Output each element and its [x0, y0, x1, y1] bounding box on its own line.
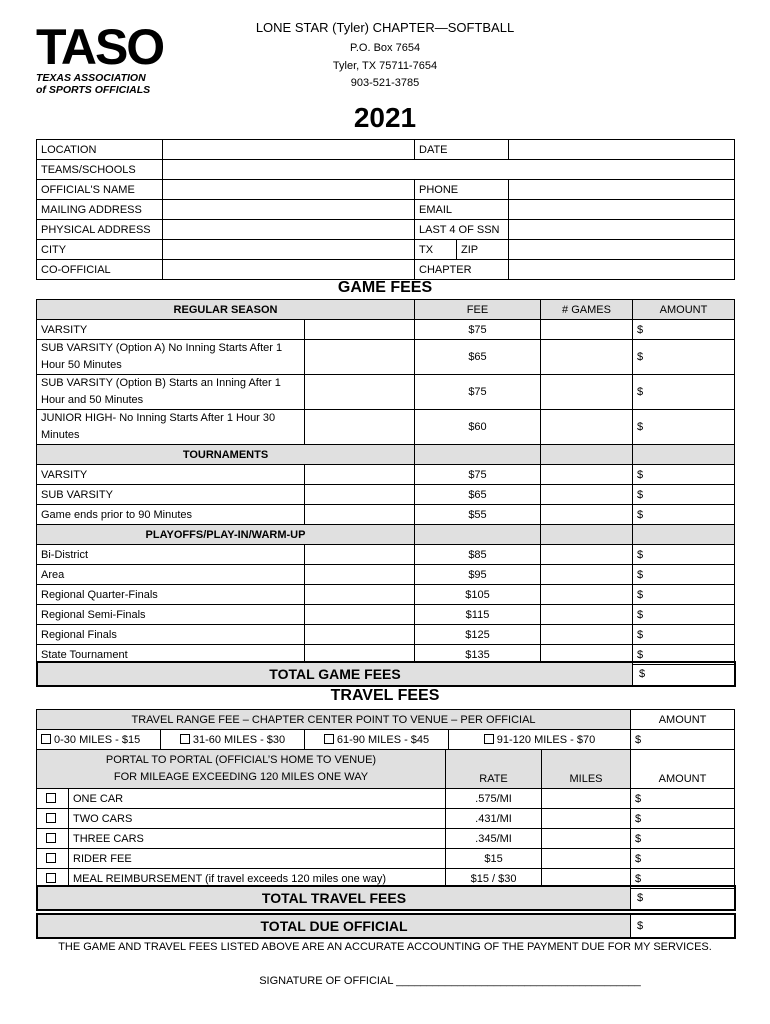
amount-field[interactable]: $: [633, 465, 735, 485]
table-row: [37, 465, 735, 485]
header-blank: [633, 525, 735, 545]
row-fee: $65: [415, 485, 541, 505]
total-due-label: TOTAL DUE OFFICIAL: [38, 915, 630, 937]
row-fee: $55: [415, 505, 541, 525]
checkbox-icon[interactable]: [46, 873, 56, 883]
row-label: VARSITY: [37, 465, 305, 485]
logo-line1: TEXAS ASSOCIATION: [36, 72, 146, 84]
row-rate: $15: [446, 849, 542, 869]
table-row: [37, 809, 735, 829]
games-field[interactable]: [541, 485, 633, 505]
total-travel-fees-label: TOTAL TRAVEL FEES: [38, 887, 630, 909]
row-fee: $75: [415, 465, 541, 485]
row-blank: [305, 465, 415, 485]
header-blank: [415, 445, 541, 465]
physical-field[interactable]: [163, 220, 415, 240]
portal-header: PORTAL TO PORTAL (OFFICIAL’S HOME TO VENUE) FOR MILEAGE EXCEEDING 120 MILES ONE WAY: [37, 750, 446, 789]
row-label: SUB VARSITY (Option B) Starts an Inning After 1 Hour and 50 Minutes: [37, 375, 305, 410]
game-fees-title: GAME FEES: [337, 279, 433, 296]
range-option[interactable]: 91-120 MILES - $70: [449, 730, 631, 750]
header-blank: [541, 525, 633, 545]
row-blank: [305, 410, 415, 445]
row-label: SUB VARSITY: [37, 485, 305, 505]
header-city: Tyler, TX 75711-7654: [332, 60, 438, 72]
row-check[interactable]: [37, 849, 69, 869]
table-row: [37, 565, 735, 585]
row-blank: [305, 565, 415, 585]
row-rate: .575/MI: [446, 789, 542, 809]
row-fee: $85: [415, 545, 541, 565]
table-row: [37, 585, 735, 605]
row-check[interactable]: [37, 809, 69, 829]
amount-field[interactable]: $: [631, 809, 735, 829]
table-row: [37, 605, 735, 625]
total-game-fees-label: TOTAL GAME FEES: [38, 663, 632, 685]
table-row: [37, 789, 735, 809]
header-blank: [541, 445, 633, 465]
row-blank: [305, 605, 415, 625]
miles-field[interactable]: [542, 849, 631, 869]
range-amount-field[interactable]: $: [631, 730, 735, 750]
ssn-label: LAST 4 OF SSN: [415, 220, 509, 240]
checkbox-icon[interactable]: [46, 793, 56, 803]
amount-field[interactable]: $: [631, 849, 735, 869]
row-fee: $125: [415, 625, 541, 645]
row-blank: [305, 320, 415, 340]
fee-header: FEE: [415, 300, 541, 320]
zip-label: ZIP: [457, 240, 509, 260]
date-label: DATE: [415, 140, 509, 160]
coofficial-field[interactable]: [163, 260, 415, 280]
email-label: EMAIL: [415, 200, 509, 220]
games-field[interactable]: [541, 320, 633, 340]
table-row: [37, 485, 735, 505]
games-field[interactable]: [541, 465, 633, 485]
teams-field[interactable]: [163, 160, 735, 180]
games-field[interactable]: [541, 340, 633, 375]
year: 2021: [353, 102, 417, 133]
table-row: [37, 829, 735, 849]
coofficial-label: CO-OFFICIAL: [37, 260, 163, 280]
games-field[interactable]: [541, 605, 633, 625]
total-travel-fees-field[interactable]: $: [630, 887, 735, 909]
table-row: [37, 410, 735, 445]
row-fee: $95: [415, 565, 541, 585]
row-fee: $60: [415, 410, 541, 445]
ssn-field[interactable]: [509, 220, 735, 240]
total-due: [36, 913, 736, 939]
row-label: Regional Semi-Finals: [37, 605, 305, 625]
tournaments-header: TOURNAMENTS: [37, 445, 415, 465]
row-blank: [305, 545, 415, 565]
amount-field[interactable]: $: [633, 340, 735, 375]
row-check[interactable]: [37, 829, 69, 849]
miles-field[interactable]: [542, 789, 631, 809]
teams-label: TEAMS/SCHOOLS: [37, 160, 163, 180]
row-fee: $65: [415, 340, 541, 375]
rate-header: RATE: [446, 750, 542, 789]
table-row: [37, 320, 735, 340]
amount-field[interactable]: $: [633, 505, 735, 525]
table-row: [37, 505, 735, 525]
amount-header: AMOUNT: [633, 300, 735, 320]
row-check[interactable]: [37, 789, 69, 809]
checkbox-icon[interactable]: [324, 734, 334, 744]
row-rate: .345/MI: [446, 829, 542, 849]
row-fee: $105: [415, 585, 541, 605]
date-field[interactable]: [509, 140, 735, 160]
playoffs-header: PLAYOFFS/PLAY-IN/WARM-UP: [37, 525, 415, 545]
amount-field[interactable]: $: [633, 410, 735, 445]
name-label: OFFICIAL'S NAME: [37, 180, 163, 200]
row-fee: $75: [415, 375, 541, 410]
table-row: [37, 375, 735, 410]
range-option[interactable]: 61-90 MILES - $45: [305, 730, 449, 750]
checkbox-icon[interactable]: [46, 853, 56, 863]
header-blank: [415, 525, 541, 545]
miles-field[interactable]: [542, 809, 631, 829]
mailing-label: MAILING ADDRESS: [37, 200, 163, 220]
row-label: Area: [37, 565, 305, 585]
games-field[interactable]: [541, 505, 633, 525]
miles-field[interactable]: [542, 829, 631, 849]
row-label: Regional Quarter-Finals: [37, 585, 305, 605]
row-label: JUNIOR HIGH- No Inning Starts After 1 Hour 30 Minutes: [37, 410, 305, 445]
row-blank: [305, 340, 415, 375]
portal-table: [36, 749, 735, 889]
amount-field[interactable]: $: [633, 545, 735, 565]
games-field[interactable]: [541, 410, 633, 445]
travel-fees-title: TRAVEL FEES: [330, 687, 440, 704]
total-game-fees: [36, 661, 736, 687]
row-blank: [305, 505, 415, 525]
checkbox-icon[interactable]: [46, 833, 56, 843]
regular-season-header: REGULAR SEASON: [37, 300, 415, 320]
amount-field[interactable]: $: [633, 565, 735, 585]
row-label: MEAL REIMBURSEMENT (if travel exceeds 120 miles one way): [69, 869, 446, 889]
row-label: State Tournament: [37, 645, 305, 665]
portal-amount-header: AMOUNT: [631, 750, 735, 789]
games-field[interactable]: [541, 585, 633, 605]
table-row: [37, 625, 735, 645]
info-table: [36, 139, 735, 280]
games-field[interactable]: [541, 375, 633, 410]
physical-label: PHYSICAL ADDRESS: [37, 220, 163, 240]
row-fee: $135: [415, 645, 541, 665]
tx-label: TX: [415, 240, 457, 260]
games-header: # GAMES: [541, 300, 633, 320]
header-title: LONE STAR (Tyler) CHAPTER—SOFTBALL: [255, 20, 515, 35]
table-row: [37, 340, 735, 375]
games-field[interactable]: [541, 625, 633, 645]
phone-label: PHONE: [415, 180, 509, 200]
amount-field[interactable]: $: [631, 789, 735, 809]
amount-field[interactable]: $: [633, 485, 735, 505]
row-label: THREE CARS: [69, 829, 446, 849]
game-fees-table: [36, 299, 735, 665]
total-game-fees-field[interactable]: $: [632, 663, 735, 685]
row-label: VARSITY: [37, 320, 305, 340]
logo-letters: TASO: [36, 19, 164, 75]
amount-field[interactable]: $: [631, 869, 735, 889]
amount-field[interactable]: $: [633, 625, 735, 645]
signature-line[interactable]: SIGNATURE OF OFFICIAL ________________________________________: [259, 975, 641, 987]
city-field[interactable]: [163, 240, 415, 260]
row-label: SUB VARSITY (Option A) No Inning Starts After 1 Hour 50 Minutes: [37, 340, 305, 375]
games-field[interactable]: [541, 565, 633, 585]
range-option[interactable]: 31-60 MILES - $30: [161, 730, 305, 750]
location-field[interactable]: [163, 140, 415, 160]
mailing-field[interactable]: [163, 200, 415, 220]
header-phone: 903-521-3785: [350, 77, 420, 89]
row-label: TWO CARS: [69, 809, 446, 829]
amount-field[interactable]: $: [633, 645, 735, 665]
email-field[interactable]: [509, 200, 735, 220]
total-due-field[interactable]: $: [630, 915, 735, 937]
travel-amount-header: AMOUNT: [631, 710, 735, 730]
row-label: Game ends prior to 90 Minutes: [37, 505, 305, 525]
row-fee: $115: [415, 605, 541, 625]
travel-range-header: TRAVEL RANGE FEE – CHAPTER CENTER POINT TO VENUE – PER OFFICIAL: [37, 710, 631, 730]
checkbox-icon[interactable]: [484, 734, 494, 744]
amount-field[interactable]: $: [631, 829, 735, 849]
location-label: LOCATION: [37, 140, 163, 160]
range-option[interactable]: 0-30 MILES - $15: [37, 730, 161, 750]
table-row: [37, 545, 735, 565]
travel-range-table: [36, 709, 735, 750]
row-rate: .431/MI: [446, 809, 542, 829]
chapter-label: CHAPTER: [415, 260, 509, 280]
city-label: CITY: [37, 240, 163, 260]
games-field[interactable]: [541, 545, 633, 565]
row-blank: [305, 585, 415, 605]
row-label: RIDER FEE: [69, 849, 446, 869]
miles-header: MILES: [542, 750, 631, 789]
checkbox-icon[interactable]: [180, 734, 190, 744]
row-rate: $15 / $30: [446, 869, 542, 889]
row-label: Bi-District: [37, 545, 305, 565]
amount-field[interactable]: $: [633, 320, 735, 340]
amount-field[interactable]: $: [633, 605, 735, 625]
zip-field[interactable]: [509, 240, 735, 260]
amount-field[interactable]: $: [633, 585, 735, 605]
total-travel-fees: [36, 885, 736, 911]
statement: THE GAME AND TRAVEL FEES LISTED ABOVE ARE AN ACCURATE ACCOUNTING OF THE PAYMENT DUE FOR MY SERVICES.: [58, 941, 712, 953]
name-field[interactable]: [163, 180, 415, 200]
chapter-field[interactable]: [509, 260, 735, 280]
checkbox-icon[interactable]: [41, 734, 51, 744]
row-blank: [305, 375, 415, 410]
logo-line2: of SPORTS OFFICIALS: [36, 84, 151, 96]
table-row: [37, 849, 735, 869]
row-label: Regional Finals: [37, 625, 305, 645]
amount-field[interactable]: $: [633, 375, 735, 410]
row-blank: [305, 625, 415, 645]
row-blank: [305, 485, 415, 505]
phone-field[interactable]: [509, 180, 735, 200]
row-label: ONE CAR: [69, 789, 446, 809]
header-blank: [633, 445, 735, 465]
row-fee: $75: [415, 320, 541, 340]
header-box: P.O. Box 7654: [349, 42, 421, 54]
checkbox-icon[interactable]: [46, 813, 56, 823]
